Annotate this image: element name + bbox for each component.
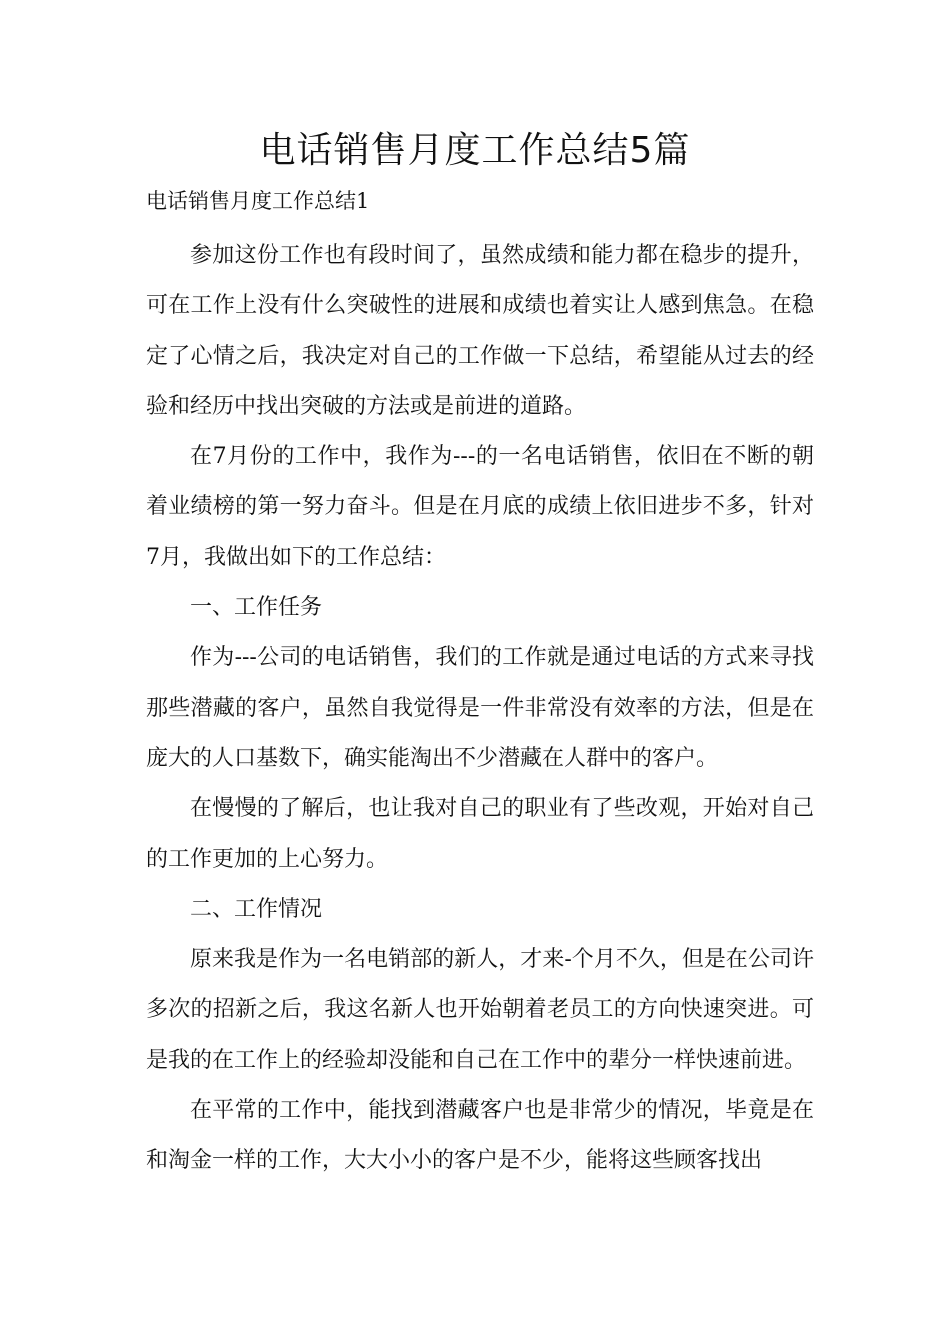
paragraph: 在7月份的工作中，我作为---的一名电话销售，依旧在不断的朝着业绩榜的第一努力奋斗。但是在月底的成绩上依旧进步不多，针对7月，我做出如下的工作总结：: [146, 444, 814, 570]
paragraph: 参加这份工作也有段时间了，虽然成绩和能力都在稳步的提升，可在工作上没有什么突破性的进展和成绩也着实让人感到焦急。在稳定了心情之后，我决定对自己的工作做一下总结，希望能从过去的经验和经历中找出突破的方法或是前进的道路。: [146, 243, 814, 419]
paragraph: 原来我是作为一名电销部的新人，才来-个月不久，但是在公司许多次的招新之后，我这名新人也开始朝着老员工的方向快速突进。可是我的在工作上的经验却没能和自己在工作中的辈分一样快速前进。: [146, 947, 814, 1073]
paragraph: 作为---公司的电话销售，我们的工作就是通过电话的方式来寻找那些潜藏的客户，虽然自我觉得是一件非常没有效率的方法，但是在庞大的人口基数下，确实能淘出不少潜藏在人群中的客户。: [146, 645, 814, 771]
paragraph: 在平常的工作中，能找到潜藏客户也是非常少的情况，毕竟是在和淘金一样的工作，大大小小的客户是不少，能将这些顾客找出: [146, 1098, 814, 1174]
section-heading-work-tasks: 一、工作任务: [190, 595, 323, 621]
document-title: 电话销售月度工作总结5篇: [259, 130, 691, 171]
section-subtitle: 电话销售月度工作总结1: [146, 189, 370, 213]
document-body: [146, 231, 814, 1187]
paragraph: 在慢慢的了解后，也让我对自己的职业有了些改观，开始对自己的工作更加的上心努力。: [146, 796, 814, 872]
section-heading-work-status: 二、工作情况: [190, 896, 323, 922]
